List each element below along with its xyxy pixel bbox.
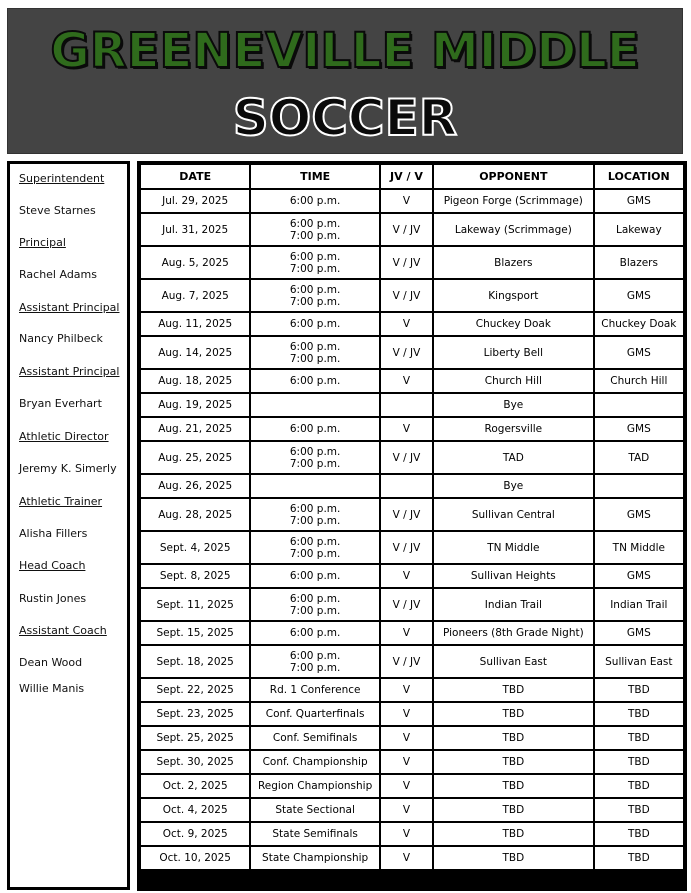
- time-cell: Conf. Quarterfinals: [251, 703, 378, 725]
- time-cell: [251, 214, 378, 245]
- time-cell: 6:00 p.m.: [251, 565, 378, 587]
- level-cell: V: [381, 799, 432, 821]
- date-cell: Aug. 26, 2025: [141, 475, 249, 497]
- location-cell: GMS: [595, 565, 683, 587]
- staff-name: Bryan Everhart: [19, 397, 102, 410]
- level-cell: V / JV: [381, 646, 432, 677]
- date-cell: Aug. 5, 2025: [141, 247, 249, 278]
- title-banner: [7, 8, 683, 154]
- schedule-header-row: [141, 165, 683, 188]
- time-cell: [251, 646, 378, 677]
- time-cell: 6:00 p.m.: [251, 190, 378, 212]
- second-time: 7:00 p.m.: [289, 514, 341, 527]
- time-cell: Rd. 1 Conference: [251, 679, 378, 701]
- opponent-cell: TBD: [434, 823, 593, 845]
- level-cell: V / JV: [381, 499, 432, 530]
- location-cell: [595, 475, 683, 497]
- schedule-row: [141, 280, 683, 311]
- schedule-row: [141, 565, 683, 587]
- opponent-cell: Indian Trail: [434, 589, 593, 620]
- schedule-row: [141, 247, 683, 278]
- schedule-panel: [137, 161, 687, 891]
- level-cell: V: [381, 703, 432, 725]
- location-cell: TBD: [595, 823, 683, 845]
- level-cell: V / JV: [381, 442, 432, 473]
- opponent-cell: Rogersville: [434, 418, 593, 440]
- level-cell: V / JV: [381, 247, 432, 278]
- location-cell: GMS: [595, 190, 683, 212]
- schedule-row: [141, 313, 683, 335]
- opponent-cell: Sullivan Central: [434, 499, 593, 530]
- date-cell: Sept. 22, 2025: [141, 679, 249, 701]
- opponent-cell: TBD: [434, 847, 593, 869]
- start-time: 6:00 p.m.: [289, 535, 341, 548]
- date-cell: Oct. 9, 2025: [141, 823, 249, 845]
- date-cell: Oct. 2, 2025: [141, 775, 249, 797]
- staff-name: Jeremy K. Simerly: [19, 462, 117, 475]
- time-cell: 6:00 p.m.: [251, 622, 378, 644]
- time-cell: [251, 499, 378, 530]
- opponent-cell: TBD: [434, 727, 593, 749]
- second-time: 7:00 p.m.: [289, 295, 341, 308]
- school-title: GREENEVILLE MIDDLE: [50, 23, 640, 79]
- schedule-row: [141, 679, 683, 701]
- date-cell: Sept. 4, 2025: [141, 532, 249, 563]
- date-cell: Jul. 29, 2025: [141, 190, 249, 212]
- schedule-row: [141, 622, 683, 644]
- start-time: 6:00 p.m.: [289, 283, 341, 296]
- time-cell: [251, 337, 378, 368]
- level-cell: V: [381, 679, 432, 701]
- time-cell: Conf. Championship: [251, 751, 378, 773]
- level-cell: [381, 394, 432, 416]
- staff-role: Assistant Principal: [19, 301, 120, 314]
- location-cell: [595, 394, 683, 416]
- level-cell: V: [381, 190, 432, 212]
- opponent-cell: Sullivan East: [434, 646, 593, 677]
- location-cell: GMS: [595, 418, 683, 440]
- schedule-row: [141, 589, 683, 620]
- level-cell: V / JV: [381, 532, 432, 563]
- second-time: 7:00 p.m.: [289, 457, 341, 470]
- staff-name: Alisha Fillers: [19, 527, 88, 540]
- staff-name: Willie Manis: [19, 682, 85, 695]
- col-header-date: DATE: [141, 165, 249, 188]
- location-cell: TAD: [595, 442, 683, 473]
- opponent-cell: TN Middle: [434, 532, 593, 563]
- start-time: 6:00 p.m.: [289, 649, 341, 662]
- date-cell: Sept. 11, 2025: [141, 589, 249, 620]
- location-cell: TBD: [595, 703, 683, 725]
- col-header-opponent: OPPONENT: [434, 165, 593, 188]
- start-time: 6:00 p.m.: [289, 250, 341, 263]
- level-cell: V: [381, 313, 432, 335]
- level-cell: [381, 475, 432, 497]
- staff-directory: [7, 161, 130, 890]
- staff-role: Head Coach: [19, 559, 86, 572]
- level-cell: V: [381, 418, 432, 440]
- opponent-cell: Liberty Bell: [434, 337, 593, 368]
- time-cell: [251, 247, 378, 278]
- level-cell: V: [381, 727, 432, 749]
- location-cell: TBD: [595, 847, 683, 869]
- schedule-row: [141, 214, 683, 245]
- level-cell: V: [381, 775, 432, 797]
- time-cell: [251, 589, 378, 620]
- opponent-cell: Pigeon Forge (Scrimmage): [434, 190, 593, 212]
- opponent-cell: TBD: [434, 679, 593, 701]
- schedule-row: [141, 499, 683, 530]
- schedule-row: [141, 418, 683, 440]
- level-cell: V / JV: [381, 280, 432, 311]
- schedule-row: [141, 751, 683, 773]
- schedule-row: [141, 190, 683, 212]
- opponent-text: Pioneers (8th Grade Night): [443, 627, 584, 639]
- date-cell: Jul. 31, 2025: [141, 214, 249, 245]
- time-cell: [251, 442, 378, 473]
- start-time: 6:00 p.m.: [289, 217, 341, 230]
- location-cell: GMS: [595, 280, 683, 311]
- staff-role: Athletic Trainer: [19, 495, 103, 508]
- date-cell: Sept. 30, 2025: [141, 751, 249, 773]
- level-cell: V: [381, 622, 432, 644]
- second-time: 7:00 p.m.: [289, 604, 341, 617]
- schedule-row: [141, 442, 683, 473]
- staff-role: Principal: [19, 236, 66, 249]
- time-cell: 6:00 p.m.: [251, 370, 378, 392]
- level-cell: V: [381, 565, 432, 587]
- location-cell: TBD: [595, 751, 683, 773]
- time-cell: State Championship: [251, 847, 378, 869]
- col-header-time: TIME: [251, 165, 378, 188]
- location-cell: Church Hill: [595, 370, 683, 392]
- schedule-row: [141, 775, 683, 797]
- col-header-location: LOCATION: [595, 165, 683, 188]
- location-cell: TN Middle: [595, 532, 683, 563]
- opponent-cell: Lakeway (Scrimmage): [434, 214, 593, 245]
- date-cell: Sept. 18, 2025: [141, 646, 249, 677]
- level-cell: V: [381, 370, 432, 392]
- location-cell: Sullivan East: [595, 646, 683, 677]
- level-cell: V / JV: [381, 589, 432, 620]
- staff-role: Assistant Principal: [19, 365, 120, 378]
- date-cell: Sept. 8, 2025: [141, 565, 249, 587]
- schedule-row: [141, 370, 683, 392]
- time-cell: 6:00 p.m.: [251, 313, 378, 335]
- date-cell: Aug. 28, 2025: [141, 499, 249, 530]
- location-cell: Lakeway: [595, 214, 683, 245]
- staff-name: Dean Wood: [19, 656, 83, 669]
- staff-name: Rachel Adams: [19, 268, 97, 281]
- opponent-cell: Kingsport: [434, 280, 593, 311]
- schedule-row: [141, 646, 683, 677]
- sport-title: SOCCER: [232, 89, 458, 147]
- time-cell: State Semifinals: [251, 823, 378, 845]
- schedule-row: [141, 394, 683, 416]
- level-cell: V: [381, 823, 432, 845]
- opponent-cell: TBD: [434, 799, 593, 821]
- opponent-cell: Bye: [434, 394, 593, 416]
- date-cell: Aug. 18, 2025: [141, 370, 249, 392]
- time-cell: [251, 280, 378, 311]
- schedule-row: [141, 847, 683, 869]
- date-cell: Oct. 10, 2025: [141, 847, 249, 869]
- start-time: 6:00 p.m.: [289, 592, 341, 605]
- schedule-row: [141, 823, 683, 845]
- opponent-cell: TBD: [434, 751, 593, 773]
- schedule-row: [141, 532, 683, 563]
- date-cell: Sept. 23, 2025: [141, 703, 249, 725]
- date-cell: Aug. 7, 2025: [141, 280, 249, 311]
- staff-role: Assistant Coach: [19, 624, 107, 637]
- staff-role: Athletic Director: [19, 430, 109, 443]
- location-cell: TBD: [595, 799, 683, 821]
- date-cell: Aug. 11, 2025: [141, 313, 249, 335]
- staff-role: Superintendent: [19, 172, 105, 185]
- location-cell: Indian Trail: [595, 589, 683, 620]
- location-cell: GMS: [595, 499, 683, 530]
- opponent-cell: TBD: [434, 775, 593, 797]
- date-cell: Aug. 19, 2025: [141, 394, 249, 416]
- second-time: 7:00 p.m.: [289, 262, 341, 275]
- location-cell: Chuckey Doak: [595, 313, 683, 335]
- start-time: 6:00 p.m.: [289, 502, 341, 515]
- location-cell: GMS: [595, 622, 683, 644]
- level-cell: V / JV: [381, 214, 432, 245]
- location-cell: Blazers: [595, 247, 683, 278]
- opponent-cell: Bye: [434, 475, 593, 497]
- level-cell: V / JV: [381, 337, 432, 368]
- opponent-cell: Church Hill: [434, 370, 593, 392]
- start-time: 6:00 p.m.: [289, 445, 341, 458]
- time-cell: [251, 475, 378, 497]
- schedule-table: [139, 163, 685, 871]
- opponent-cell: Chuckey Doak: [434, 313, 593, 335]
- date-cell: Aug. 25, 2025: [141, 442, 249, 473]
- date-cell: Oct. 4, 2025: [141, 799, 249, 821]
- second-time: 7:00 p.m.: [289, 229, 341, 242]
- second-time: 7:00 p.m.: [289, 352, 341, 365]
- level-cell: V: [381, 847, 432, 869]
- time-cell: [251, 394, 378, 416]
- opponent-cell: [434, 622, 593, 644]
- date-cell: Aug. 21, 2025: [141, 418, 249, 440]
- staff-name: Steve Starnes: [19, 204, 96, 217]
- time-cell: [251, 532, 378, 563]
- location-cell: TBD: [595, 727, 683, 749]
- location-cell: TBD: [595, 775, 683, 797]
- col-header-level: JV / V: [381, 165, 432, 188]
- staff-name: Rustin Jones: [19, 592, 87, 605]
- second-time: 7:00 p.m.: [289, 547, 341, 560]
- time-cell: Region Championship: [251, 775, 378, 797]
- date-cell: Aug. 14, 2025: [141, 337, 249, 368]
- schedule-row: [141, 337, 683, 368]
- schedule-row: [141, 799, 683, 821]
- level-cell: V: [381, 751, 432, 773]
- second-time: 7:00 p.m.: [289, 661, 341, 674]
- staff-name: Nancy Philbeck: [19, 332, 103, 345]
- opponent-cell: TBD: [434, 703, 593, 725]
- opponent-cell: Sullivan Heights: [434, 565, 593, 587]
- time-cell: 6:00 p.m.: [251, 418, 378, 440]
- time-cell: State Sectional: [251, 799, 378, 821]
- location-cell: TBD: [595, 679, 683, 701]
- location-cell: GMS: [595, 337, 683, 368]
- opponent-cell: TAD: [434, 442, 593, 473]
- date-cell: Sept. 25, 2025: [141, 727, 249, 749]
- date-cell: Sept. 15, 2025: [141, 622, 249, 644]
- time-cell: Conf. Semifinals: [251, 727, 378, 749]
- schedule-row: [141, 475, 683, 497]
- start-time: 6:00 p.m.: [289, 340, 341, 353]
- schedule-row: [141, 703, 683, 725]
- schedule-row: [141, 727, 683, 749]
- opponent-cell: Blazers: [434, 247, 593, 278]
